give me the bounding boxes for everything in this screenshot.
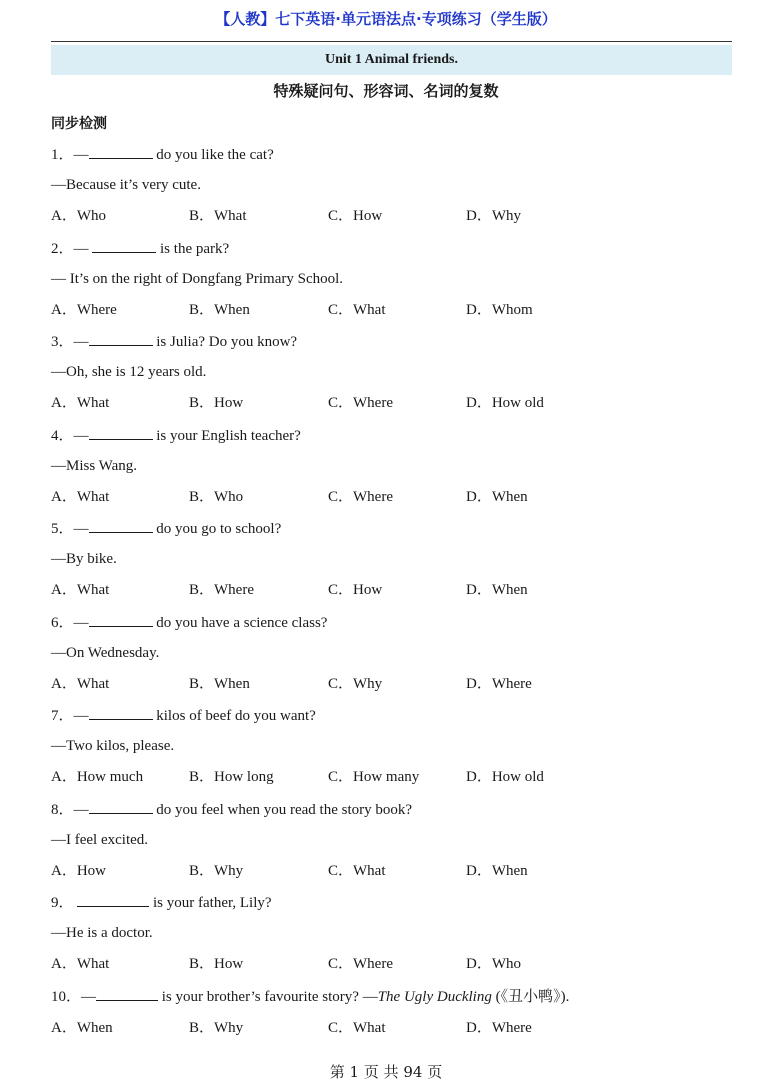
question-number: 9．	[51, 895, 74, 911]
question-text: is your brother’s favourite story? —	[158, 989, 378, 1005]
option-d[interactable]: D．How old	[466, 769, 544, 785]
option-c[interactable]: C．What	[328, 301, 386, 318]
option-d[interactable]: D．How old	[466, 395, 544, 411]
option-d[interactable]: D．Where	[466, 1020, 532, 1036]
options-row	[51, 767, 732, 787]
dash: —	[73, 240, 93, 257]
dash: —	[73, 521, 89, 537]
answer-blank[interactable]	[77, 892, 149, 907]
options-row	[51, 487, 732, 507]
option-c[interactable]: C．Why	[328, 675, 383, 692]
option-b[interactable]: B．How	[189, 395, 244, 411]
option-d[interactable]: D．When	[466, 488, 528, 505]
question-10-options	[51, 1018, 732, 1038]
question-line	[51, 705, 316, 725]
option-b[interactable]: B．Why	[189, 862, 244, 879]
answer-blank[interactable]	[89, 144, 153, 159]
question-line	[51, 425, 301, 445]
question-text: do you like the cat?	[152, 147, 274, 163]
header-divider	[51, 41, 732, 42]
section-heading: 同步检测	[51, 116, 107, 132]
question-number: 10．	[51, 989, 82, 1005]
question-line	[51, 799, 412, 819]
option-a[interactable]: A．Who	[51, 208, 106, 224]
option-c[interactable]: C．Where	[328, 488, 393, 505]
option-d[interactable]: D．Who	[466, 956, 521, 972]
question-line	[51, 144, 274, 164]
answer-blank[interactable]	[92, 238, 156, 253]
unit-title: Unit 1 Animal friends.	[51, 45, 732, 75]
option-a[interactable]: A．Where	[51, 301, 117, 318]
option-c[interactable]: C．How	[328, 208, 383, 224]
answer-blank[interactable]	[89, 612, 153, 627]
dash: —	[73, 334, 89, 350]
question-number: 2．	[51, 240, 74, 257]
question-text: is the park?	[156, 240, 230, 257]
options-row	[51, 861, 732, 881]
document-header: 【人教】七下英语·单元语法点·专项练习（学生版）	[215, 10, 557, 28]
dash: —	[73, 614, 89, 631]
answer-blank[interactable]	[89, 331, 153, 346]
question-text: kilos of beef do you want?	[152, 708, 316, 724]
option-a[interactable]: A．What	[51, 395, 110, 411]
option-b[interactable]: B．How	[189, 956, 244, 972]
dash: —	[73, 801, 89, 818]
question-line	[51, 518, 281, 538]
option-d[interactable]: D．Where	[466, 675, 532, 692]
answer-line: —Two kilos, please.	[51, 738, 175, 754]
dash: —	[73, 147, 89, 163]
answer-line: —He is a doctor.	[51, 925, 153, 941]
answer-blank[interactable]	[96, 986, 158, 1001]
option-d[interactable]: D．When	[466, 582, 528, 598]
option-b[interactable]: B．How long	[189, 769, 274, 785]
option-a[interactable]: A．How	[51, 862, 106, 879]
question-text: is your father, Lily?	[149, 895, 272, 911]
dash: —	[73, 708, 89, 724]
option-a[interactable]: A．What	[51, 956, 110, 972]
option-b[interactable]: B．Why	[189, 1020, 244, 1036]
question-number: 8．	[51, 801, 74, 818]
dash: —	[81, 989, 97, 1005]
option-d[interactable]: D．When	[466, 862, 528, 879]
answer-line: —Because it’s very cute.	[51, 177, 201, 193]
option-a[interactable]: A．What	[51, 582, 110, 598]
option-c[interactable]: C．What	[328, 1020, 386, 1036]
question-line	[51, 331, 297, 351]
question-text: do you have a science class?	[152, 614, 328, 631]
option-c[interactable]: C．What	[328, 862, 386, 879]
question-number: 3．	[51, 334, 74, 350]
dash: —	[73, 427, 89, 444]
options-row	[51, 954, 732, 974]
question-number: 7．	[51, 708, 74, 724]
answer-line: — It’s on the right of Dongfang Primary School.	[51, 270, 344, 287]
option-c[interactable]: C．Where	[328, 956, 393, 972]
topic-subtitle: 特殊疑问句、形容词、名词的复数	[273, 82, 499, 100]
option-a[interactable]: A．What	[51, 675, 110, 692]
option-b[interactable]: B．When	[189, 675, 250, 692]
question-line	[51, 238, 229, 258]
option-c[interactable]: C．How many	[328, 769, 420, 785]
question-line	[51, 892, 272, 912]
options-row	[51, 206, 732, 226]
option-b[interactable]: B．Who	[189, 488, 244, 505]
question-number: 4．	[51, 427, 74, 444]
option-b[interactable]: B．What	[189, 208, 247, 224]
answer-blank[interactable]	[89, 425, 153, 440]
option-b[interactable]: B．Where	[189, 582, 254, 598]
question-10-line	[51, 986, 569, 1006]
page-footer: 第 1 页 共 94 页	[329, 1063, 443, 1081]
option-a[interactable]: A．How much	[51, 769, 144, 785]
answer-line: —Oh, she is 12 years old.	[51, 364, 207, 380]
question-text: is Julia? Do you know?	[152, 334, 298, 350]
question-number: 5．	[51, 521, 74, 537]
option-d[interactable]: D．Why	[466, 208, 521, 224]
options-row	[51, 393, 732, 413]
question-text: do you go to school?	[152, 521, 282, 537]
option-c[interactable]: C．How	[328, 582, 383, 598]
answer-line: —By bike.	[51, 551, 117, 567]
options-row	[51, 300, 732, 320]
question-text: do you feel when you read the story book?	[152, 801, 413, 818]
answer-line: —Miss Wang.	[51, 457, 138, 474]
question-text: is your English teacher?	[152, 427, 301, 444]
question-line	[51, 612, 327, 632]
book-title: The Ugly Duckling	[377, 989, 492, 1005]
option-c[interactable]: C．Where	[328, 395, 393, 411]
question-number: 6．	[51, 614, 74, 631]
answer-blank[interactable]	[89, 705, 153, 720]
question-number: 1．	[51, 147, 74, 163]
option-a[interactable]: A．What	[51, 488, 110, 505]
answer-blank[interactable]	[89, 799, 153, 814]
answer-line: —On Wednesday.	[51, 644, 160, 661]
answer-blank[interactable]	[89, 518, 153, 533]
option-d[interactable]: D．Whom	[466, 301, 533, 318]
option-b[interactable]: B．When	[189, 301, 250, 318]
option-a[interactable]: A．When	[51, 1020, 113, 1036]
options-row	[51, 580, 732, 600]
question-tail: (《丑小鸭》).	[491, 989, 570, 1005]
options-row	[51, 674, 732, 694]
answer-line: —I feel excited.	[51, 831, 149, 848]
